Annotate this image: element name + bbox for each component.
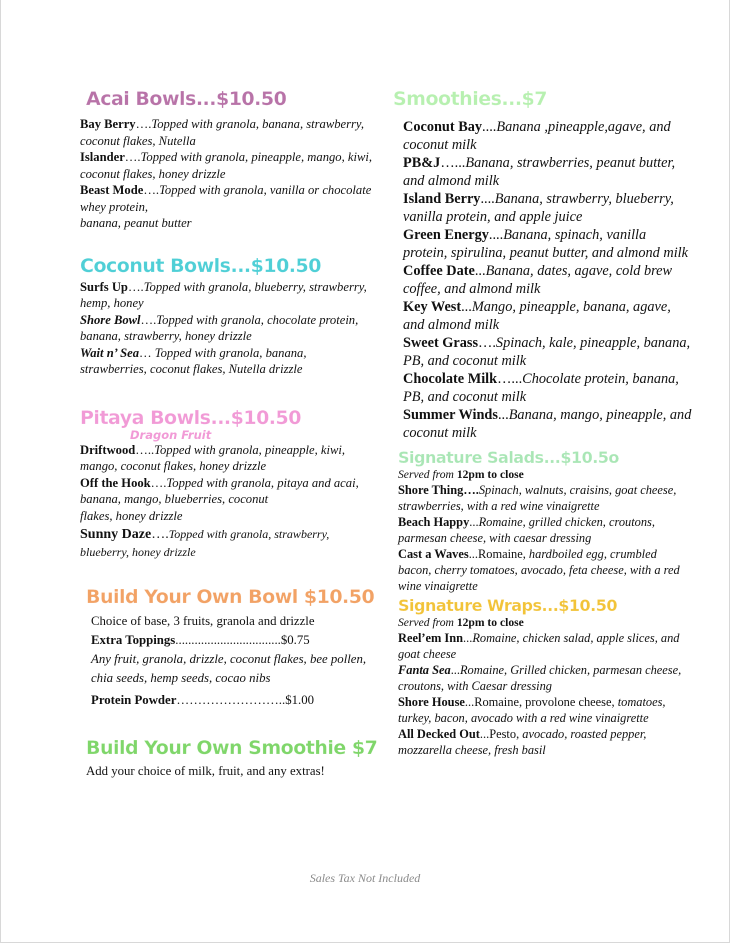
menu-item: Sweet Grass….Spinach, kale, pineapple, banana, PB, and coconut milk xyxy=(403,335,691,369)
extra-toppings-desc: Any fruit, granola, drizzle, coconut flakes, bee pollen, chia seeds, hemp seeds, cocao nibs xyxy=(91,652,367,685)
sales-tax-note: Sales Tax Not Included xyxy=(309,871,421,885)
coconut-heading: Coconut Bowls...$10.50 xyxy=(80,254,321,277)
build-smoothie-desc: Add your choice of milk, fruit, and any extras! xyxy=(86,764,325,778)
acai-heading: Acai Bowls...$10.50 xyxy=(86,88,287,110)
menu-item: Cast a Waves...Romaine, hardboiled egg, crumbled bacon, cherry tomatoes, avocado, feta cheese, with a red wine vinaigrette xyxy=(398,547,680,593)
menu-item: Beach Happy...Romaine, grilled chicken, croutons, parmesan cheese, with caesar dressing xyxy=(398,515,655,545)
menu-item: Beast Mode….Topped with granola, vanilla or chocolate whey protein, banana, peanut butter xyxy=(80,183,372,230)
menu-item: Driftwood…..Topped with granola, pineapple, kiwi, mango, coconut flakes, honey drizzle xyxy=(80,442,346,473)
protein-powder-line: Protein Powder……………………..$1.00 xyxy=(91,693,314,707)
menu-item: Key West...Mango, pineapple, banana, agave, and almond milk xyxy=(403,299,671,333)
menu-item: Wait n’ Sea… Topped with granola, banana, strawberries, coconut flakes, Nutella drizzle xyxy=(80,345,307,376)
wraps-served-time: Served from 12pm to close xyxy=(398,616,524,629)
pitaya-heading: Pitaya Bowls...$10.50 xyxy=(80,406,301,429)
salads-served-time: Served from 12pm to close xyxy=(398,468,524,481)
menu-item: Chocolate Milk…...Chocolate protein, banana, PB, and coconut milk xyxy=(403,371,679,405)
menu-item: Shore House...Romaine, provolone cheese, tomatoes, turkey, bacon, avocado with a red wine vinaigrette xyxy=(398,695,666,725)
build-bowl-heading: Build Your Own Bowl $10.50 xyxy=(86,586,375,608)
salads-body xyxy=(398,467,693,594)
menu-item: Summer Winds...Banana, mango, pineapple, and coconut milk xyxy=(403,407,692,441)
menu-item: Surfs Up….Topped with granola, blueberry, strawberry, hemp, honey xyxy=(80,279,367,310)
menu-item: Reel’em Inn...Romaine, chicken salad, apple slices, and goat cheese xyxy=(398,631,680,661)
coconut-items xyxy=(80,279,375,378)
menu-item: Island Berry....Banana, strawberry, blueberry, vanilla protein, and apple juice xyxy=(403,191,674,225)
salads-heading: Signature Salads...$10.5o xyxy=(398,448,619,467)
menu-item: Bay Berry….Topped with granola, banana, strawberry, coconut flakes, Nutella xyxy=(80,117,364,148)
pitaya-subtitle: Dragon Fruit xyxy=(130,427,212,442)
smoothies-heading: Smoothies...$7 xyxy=(393,88,547,110)
menu-item: Coconut Bay....Banana ,pineapple,agave, and coconut milk xyxy=(403,119,671,153)
wraps-heading: Signature Wraps...$10.50 xyxy=(398,596,618,615)
menu-item: PB&J…...Banana, strawberries, peanut butter, and almond milk xyxy=(403,155,676,189)
extra-toppings-line: Extra Toppings.................................$0.75 xyxy=(91,633,310,647)
wraps-body xyxy=(398,615,693,758)
menu-item: Fanta Sea...Romaine, Grilled chicken, parmesan cheese, croutons, with Caesar dressing xyxy=(398,663,682,693)
right-column xyxy=(393,88,693,758)
menu-item: Sunny Daze….Topped with granola, strawberry, blueberry, honey drizzle xyxy=(80,527,330,559)
build-bowl-body xyxy=(91,612,375,710)
left-column xyxy=(80,88,378,781)
menu-item: Shore Thing….Spinach, walnuts, craisins, goat cheese, strawberries, with a red wine vinaigrette xyxy=(398,483,677,513)
menu-item: Coffee Date...Banana, dates, agave, cold brew coffee, and almond milk xyxy=(403,263,673,297)
menu-item: Islander….Topped with granola, pineapple, mango, kiwi, coconut flakes, honey drizzle xyxy=(80,150,373,181)
menu-item: Off the Hook….Topped with granola, pitaya and acai, banana, mango, blueberries, coconut flakes, honey drizzle xyxy=(80,475,359,523)
smoothie-items xyxy=(393,118,693,442)
menu-item: All Decked Out...Pesto, avocado, roasted pepper, mozzarella cheese, fresh basil xyxy=(398,727,647,757)
menu-item: Shore Bowl….Topped with granola, chocolate protein, banana, strawberry, honey drizzle xyxy=(80,312,359,343)
acai-items xyxy=(80,116,375,232)
build-smoothie-heading: Build Your Own Smoothie $7 xyxy=(86,737,378,759)
menu-item: Green Energy....Banana, spinach, vanilla protein, spirulina, peanut butter, and almond milk xyxy=(403,227,689,261)
build-bowl-intro: Choice of base, 3 fruits, granola and drizzle xyxy=(91,614,315,628)
pitaya-items xyxy=(80,442,375,561)
